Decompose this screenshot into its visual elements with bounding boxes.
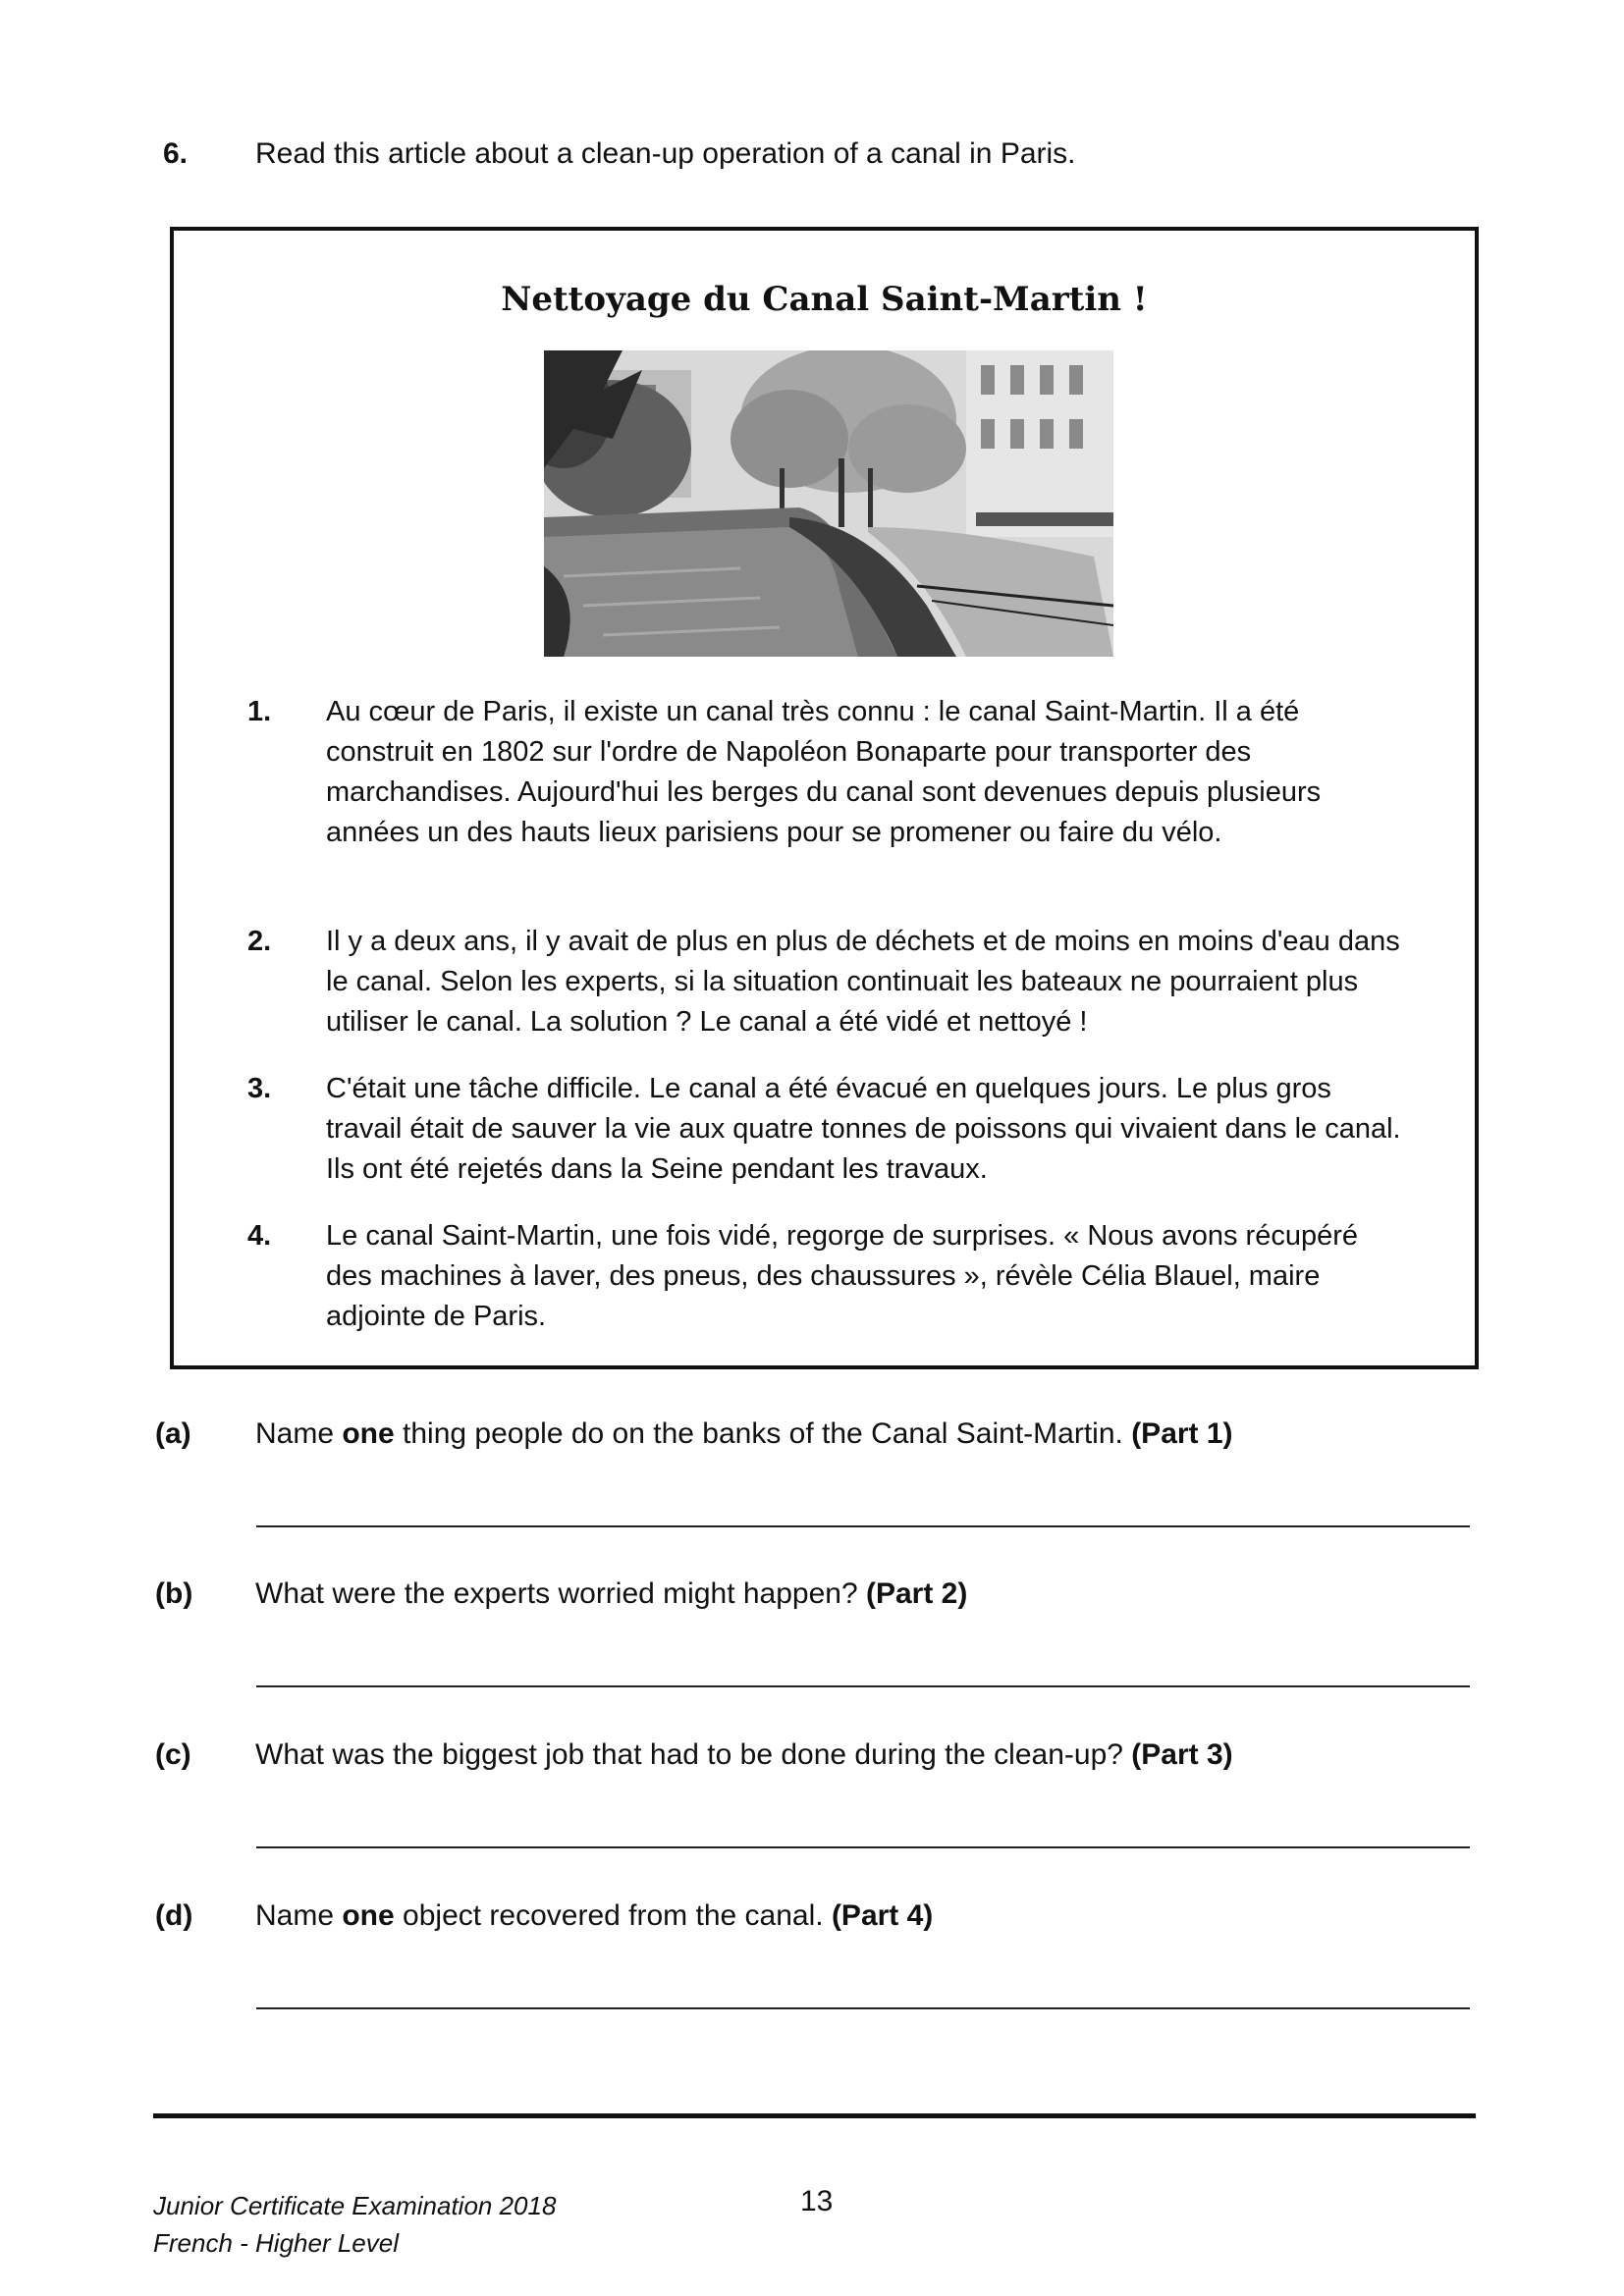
- answer-line-a[interactable]: [256, 1525, 1470, 1527]
- paragraph-number: 4.: [247, 1220, 272, 1252]
- paragraph-text: Il y a deux ans, il y avait de plus en plus de déchets et de moins en moins d'eau dans le canal. Selon les experts, si la situation continuait les bateaux ne pourraient plus utiliser le canal. La solution ? Le canal a été vidé et nettoyé !: [326, 926, 1400, 1038]
- subquestion-text: Name one object recovered from the canal. (Part 4): [255, 1899, 934, 1932]
- article-box: [170, 227, 1479, 1369]
- answer-line-d[interactable]: [256, 2007, 1470, 2009]
- question-number: 6.: [163, 137, 189, 170]
- canal-photo: [544, 350, 1113, 657]
- paragraph-number: 1.: [247, 696, 272, 727]
- subquestion-label: (a): [155, 1417, 191, 1450]
- subquestion-label: (c): [155, 1738, 191, 1771]
- paragraph-number: 2.: [247, 926, 272, 957]
- subquestion-text: What were the experts worried might happen? (Part 2): [255, 1577, 968, 1610]
- paragraph-text: Le canal Saint-Martin, une fois vidé, regorge de surprises. « Nous avons récupéré des machines à laver, des pneus, des chaussures », révèle Célia Blauel, maire adjointe de Paris.: [326, 1220, 1359, 1332]
- answer-line-b[interactable]: [256, 1685, 1470, 1687]
- article-paragraph-3: [247, 1069, 1406, 1190]
- subquestion-label: (d): [155, 1899, 193, 1932]
- subquestion-text: Name one thing people do on the banks of the Canal Saint-Martin. (Part 1): [255, 1417, 1233, 1450]
- article-paragraph-2: [247, 922, 1406, 1042]
- page-number: 13: [800, 2185, 834, 2217]
- footer-exam-info: [153, 2187, 556, 2262]
- subquestion-label: (b): [155, 1577, 193, 1610]
- article-paragraph-4: [247, 1216, 1406, 1337]
- paragraph-number: 3.: [247, 1073, 272, 1104]
- question-intro: Read this article about a clean-up operation of a canal in Paris.: [255, 137, 1076, 170]
- footer-subject: French - Higher Level: [153, 2228, 399, 2258]
- paragraph-text: Au cœur de Paris, il existe un canal très connu : le canal Saint-Martin. Il a été construit en 1802 sur l'ordre de Napoléon Bonaparte pour transporter des marchandises. Aujourd'hui les berges du canal sont devenues depuis plusieurs années un des hauts lieux parisiens pour se promener ou faire du vélo.: [326, 696, 1322, 848]
- article-paragraph-1: [247, 692, 1406, 853]
- answer-line-c[interactable]: [256, 1846, 1470, 1848]
- article-title: Nettoyage du Canal Saint-Martin !: [501, 280, 1148, 319]
- footer-rule: [153, 2113, 1476, 2118]
- footer-exam-title: Junior Certificate Examination 2018: [153, 2191, 557, 2220]
- subquestion-text: What was the biggest job that had to be done during the clean-up? (Part 3): [255, 1738, 1233, 1771]
- paragraph-text: C'était une tâche difficile. Le canal a été évacué en quelques jours. Le plus gros travail était de sauver la vie aux quatre tonnes de poissons qui vivaient dans le canal. Ils ont été rejetés dans la Seine pendant les travaux.: [326, 1073, 1401, 1185]
